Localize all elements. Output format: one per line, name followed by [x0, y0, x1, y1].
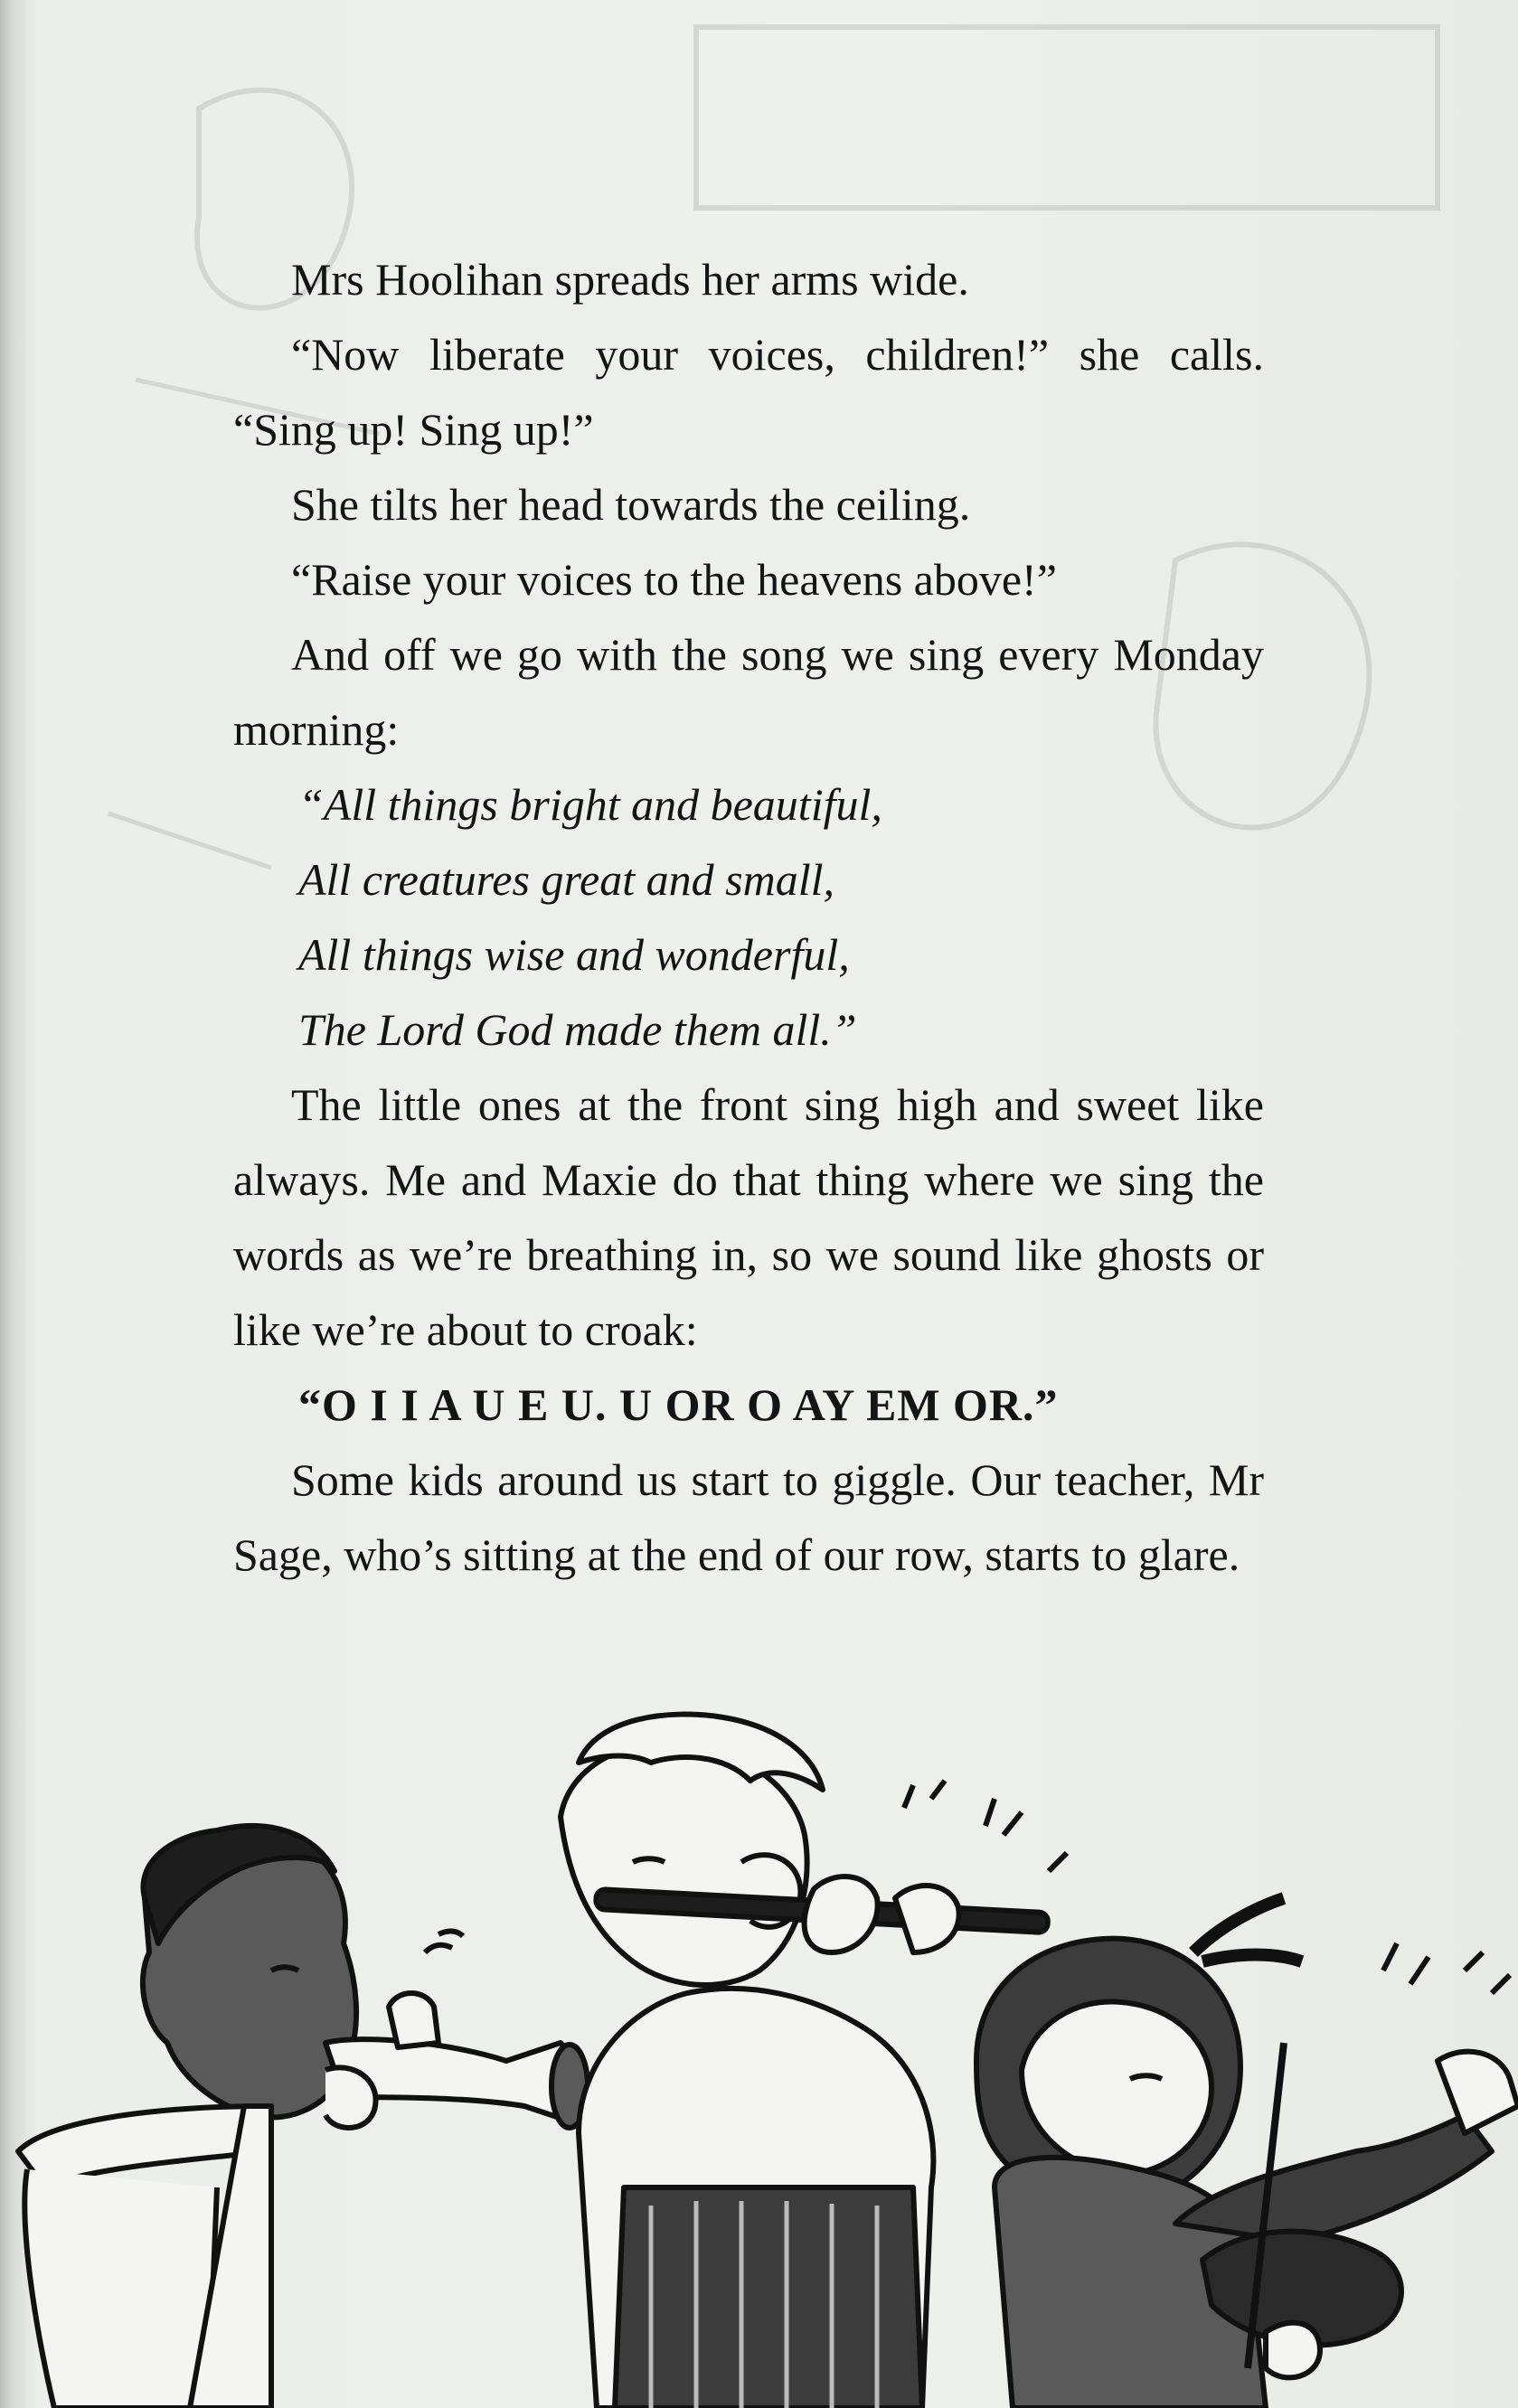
trumpet-player: [18, 1826, 588, 2408]
hymn-verse-line: All things wise and wonderful,: [298, 929, 850, 980]
hymn-verse-line: The Lord God made them all.”: [298, 1004, 857, 1055]
paragraph: “Raise your voices to the heavens above!”: [291, 554, 1057, 605]
paragraph: Some kids around us start to giggle. Our teacher, Mr Sage, who’s sitting at the end of our row, starts to glare.: [233, 1454, 1264, 1580]
hymn-verse-line: “All things bright and beautiful,: [298, 779, 882, 830]
paragraph: “Now liberate your voices, children!” she calls. “Sing up! Sing up!”: [233, 329, 1264, 455]
hymn-verse-line: All creatures great and small,: [298, 854, 834, 905]
paragraph: And off we go with the song we sing every Monday morning:: [233, 629, 1264, 755]
paragraph: The little ones at the front sing high and sweet like always. Me and Maxie do that thing where we sing the words as we’re breathing in, so we sound like ghosts or like we’re about to croak:: [233, 1079, 1264, 1355]
croak-line: “O I I A U E U. U OR O AY EM OR.”: [298, 1379, 1059, 1430]
paragraph: She tilts her head towards the ceiling.: [291, 479, 971, 530]
paragraph: Mrs Hoolihan spreads her arms wide.: [291, 254, 969, 305]
body-text: [233, 242, 1264, 1593]
musicians-illustration: [0, 1681, 1518, 2408]
violin-player: [976, 1898, 1518, 2408]
